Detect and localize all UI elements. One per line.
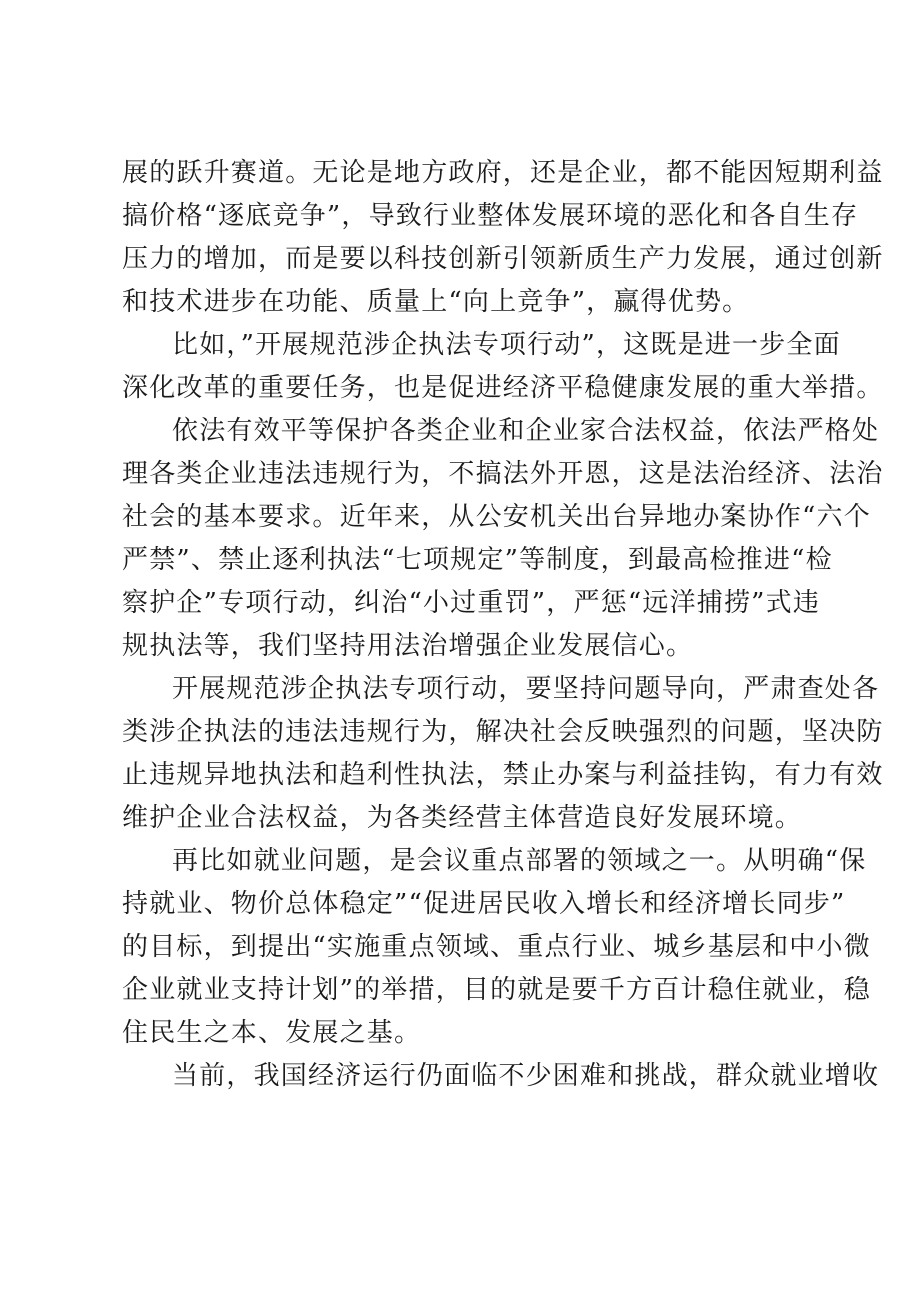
- paragraph-line: 维护企业合法权益，为各类经营主体营造良好发展环境。: [122, 803, 803, 833]
- paragraph-line: 类涉企执法的违法违规行为，解决社会反映强烈的问题，坚决防: [122, 717, 884, 747]
- paragraph-line: 展的跃升赛道。无论是地方政府，还是企业，都不能因短期利益: [122, 158, 884, 188]
- paragraph-line: 理各类企业违法违规行为，不搞法外开恩，这是法治经济、法治: [122, 459, 884, 489]
- paragraph-line: 持就业、物价总体稳定”“促进居民收入增长和经济增长同步”: [122, 889, 846, 919]
- paragraph-first-line: 当前，我国经济运行仍面临不少困难和挑战，群众就业增收: [172, 1061, 880, 1091]
- document-body: [122, 152, 884, 1098]
- paragraph: [122, 324, 884, 410]
- paragraph: [122, 668, 884, 840]
- paragraph-line: 止违规异地执法和趋利性执法，禁止办案与利益挂钩，有力有效: [122, 760, 884, 790]
- paragraph-line: 企业就业支持计划”的举措，目的就是要千方百计稳住就业，稳: [122, 975, 871, 1005]
- paragraph-line: 社会的基本要求。近年来，从公安机关出台异地办案协作“六个: [122, 502, 871, 532]
- paragraph: [122, 1055, 880, 1098]
- paragraph-line: 深化改革的重要任务，也是促进经济平稳健康发展的重大举措。: [122, 373, 884, 403]
- paragraph: [122, 840, 871, 1055]
- paragraph-first-line: 依法有效平等保护各类企业和企业家合法权益，依法严格处: [172, 416, 880, 446]
- paragraph-line: 搞价格“逐底竞争”，导致行业整体发展环境的恶化和各自生存: [122, 201, 859, 231]
- paragraph-line: 住民生之本、发展之基。: [122, 1018, 422, 1048]
- paragraph-first-line: 再比如就业问题，是会议重点部署的领域之一。从明确“保: [172, 846, 867, 876]
- paragraph-line: 的目标，到提出“实施重点领域、重点行业、城乡基层和中小微: [122, 932, 871, 962]
- paragraph-line: 严禁”、禁止逐利执法“七项规定”等制度，到最高检推进“检: [122, 545, 833, 575]
- paragraph: [122, 152, 884, 324]
- paragraph-line: 规执法等，我们坚持用法治增强企业发展信心。: [122, 631, 694, 661]
- paragraph-line: 察护企”专项行动，纠治“小过重罚”，严惩“远洋捕捞”式违: [122, 588, 821, 618]
- paragraph-first-line: 比如，”开展规范涉企执法专项行动”，这既是进一步全面: [172, 330, 841, 360]
- paragraph-line: 和技术进步在功能、质量上“向上竞争”，赢得优势。: [122, 287, 750, 317]
- paragraph-line: 压力的增加，而是要以科技创新引领新质生产力发展，通过创新: [122, 244, 884, 274]
- paragraph-first-line: 开展规范涉企执法专项行动，要坚持问题导向，严肃查处各: [172, 674, 880, 704]
- paragraph: [122, 410, 884, 668]
